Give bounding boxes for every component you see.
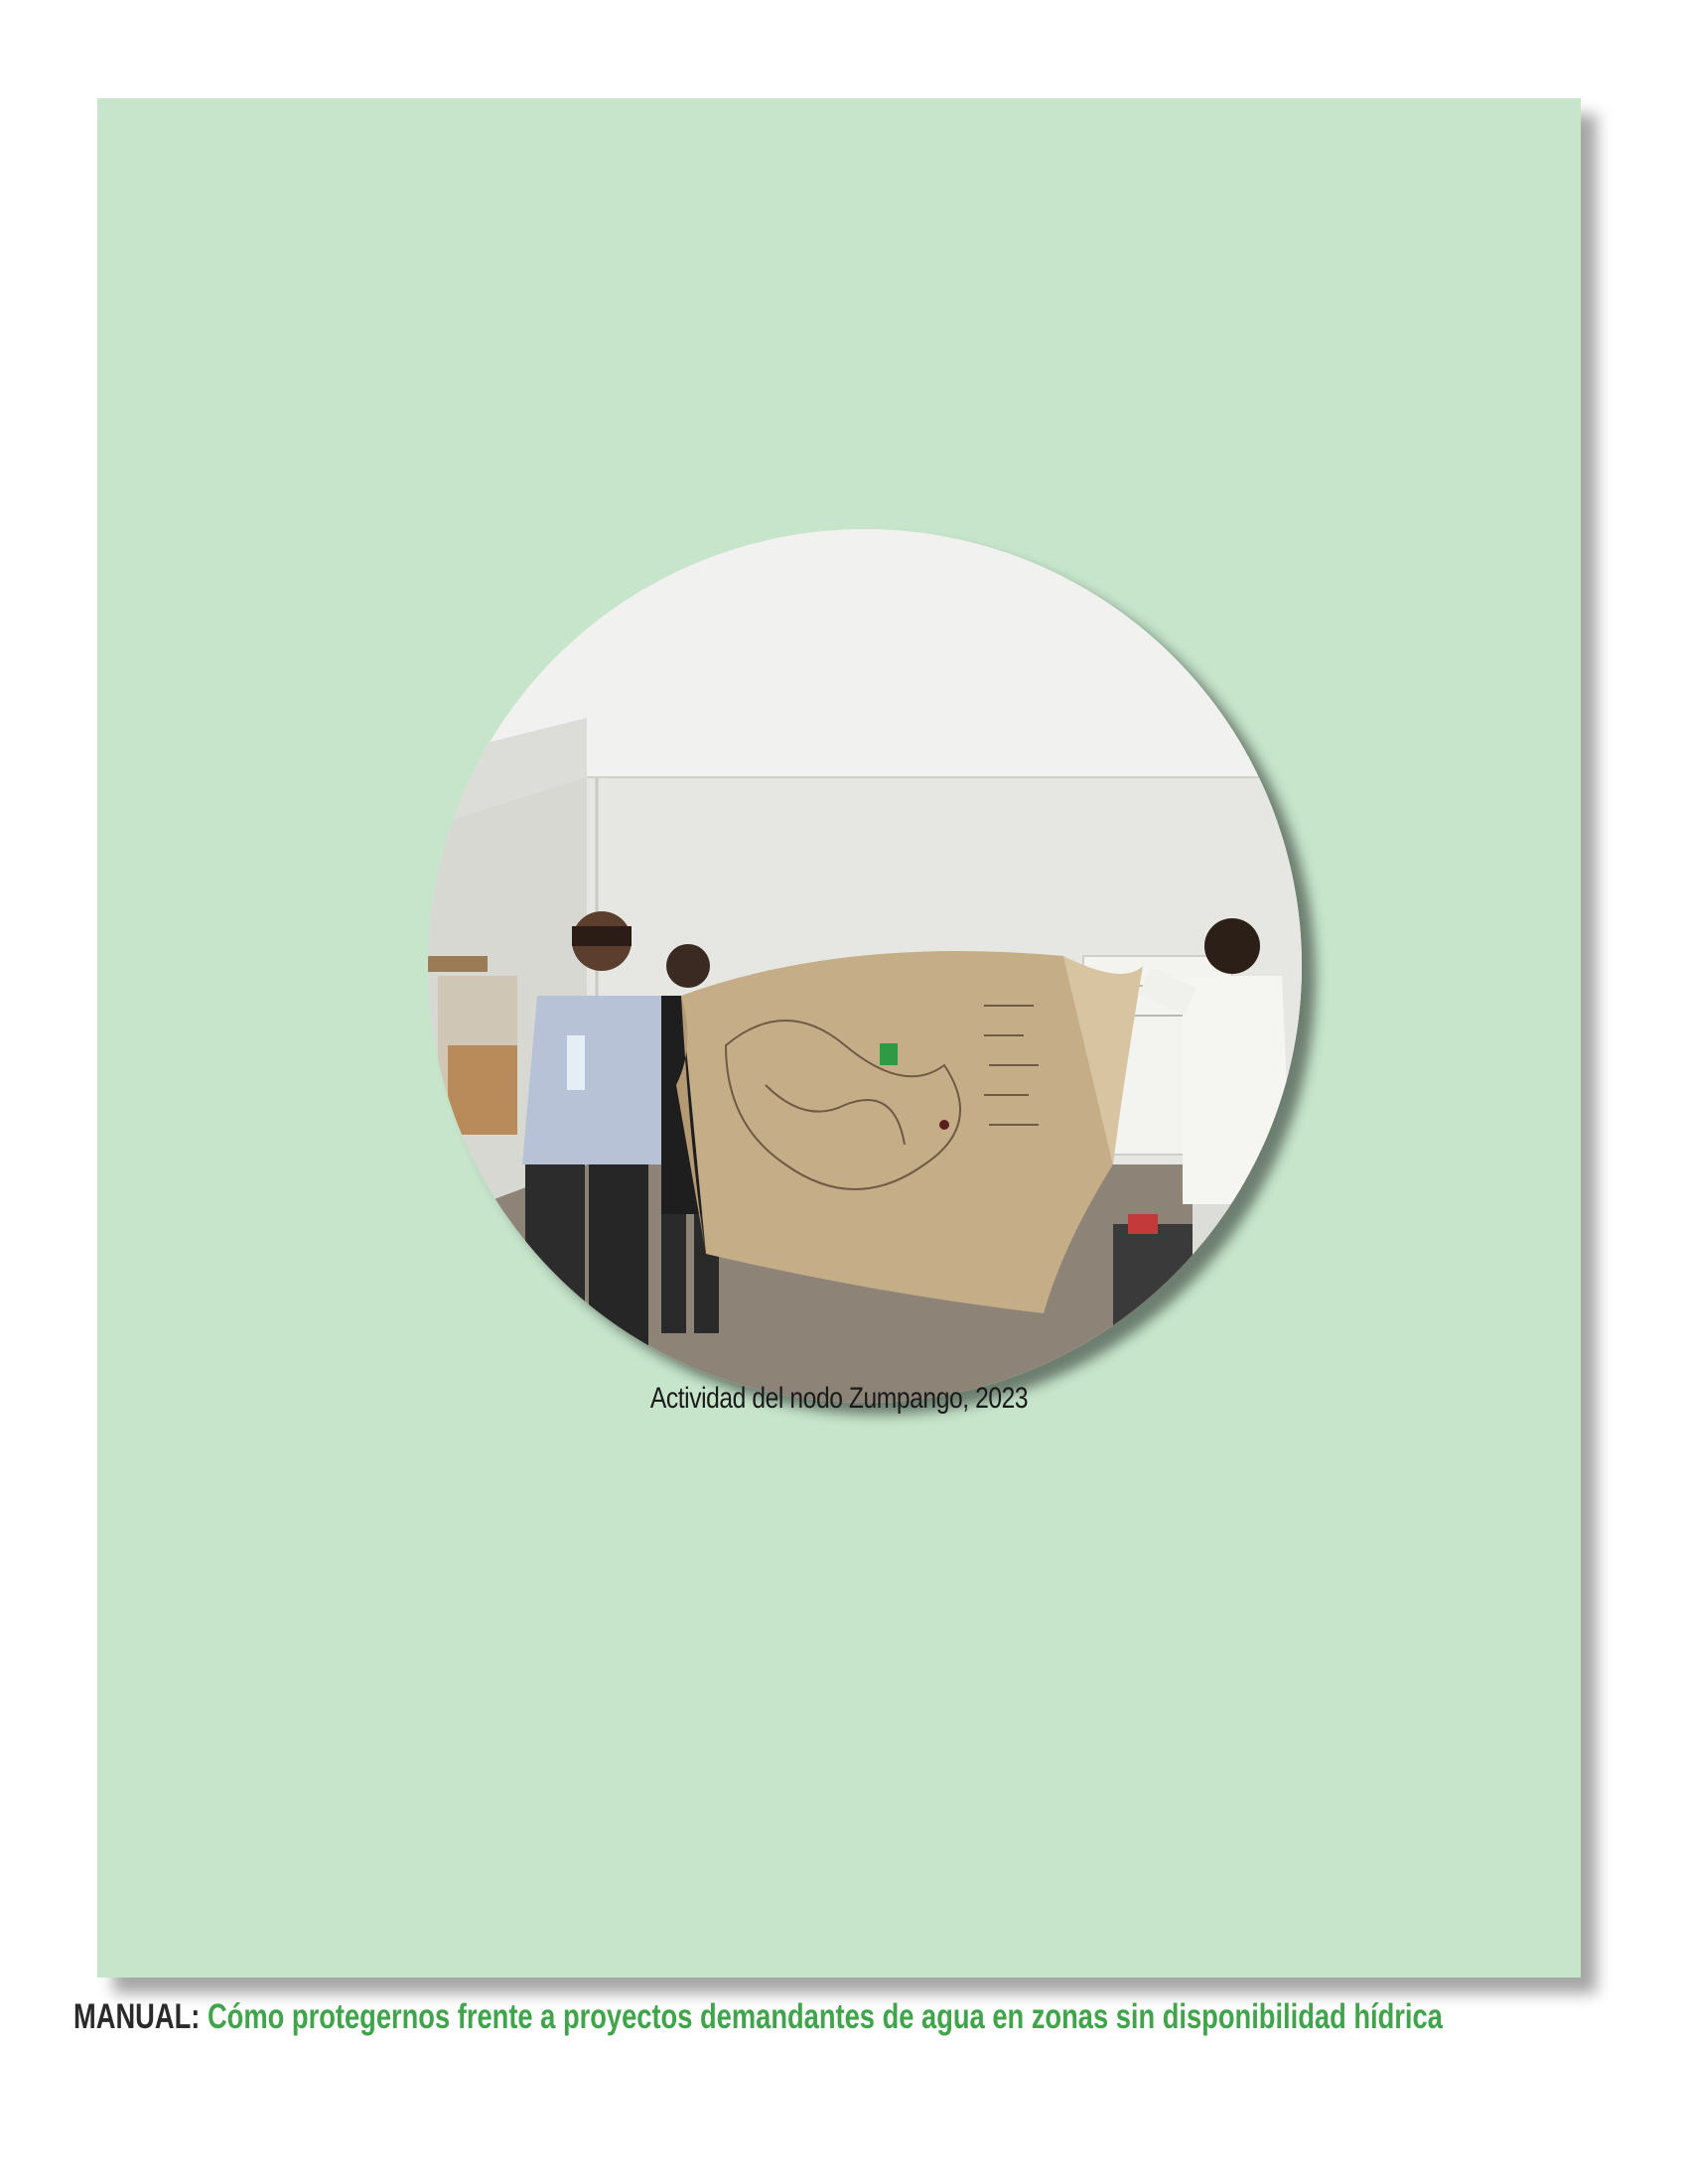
workshop-photo-illustration [428,529,1302,1403]
green-content-panel [97,98,1581,1978]
photo-caption: Actividad del nodo Zumpango, 2023 [649,1382,1029,1415]
workshop-photo [428,529,1302,1403]
footer-manual-subtitle: Cómo protegernos frente a proyectos demandantes de agua en zonas sin disponibilidad hídrica [207,1997,1443,2036]
footer-manual-label: MANUAL: [73,1997,201,2036]
footer-manual-title [73,1997,1443,2037]
